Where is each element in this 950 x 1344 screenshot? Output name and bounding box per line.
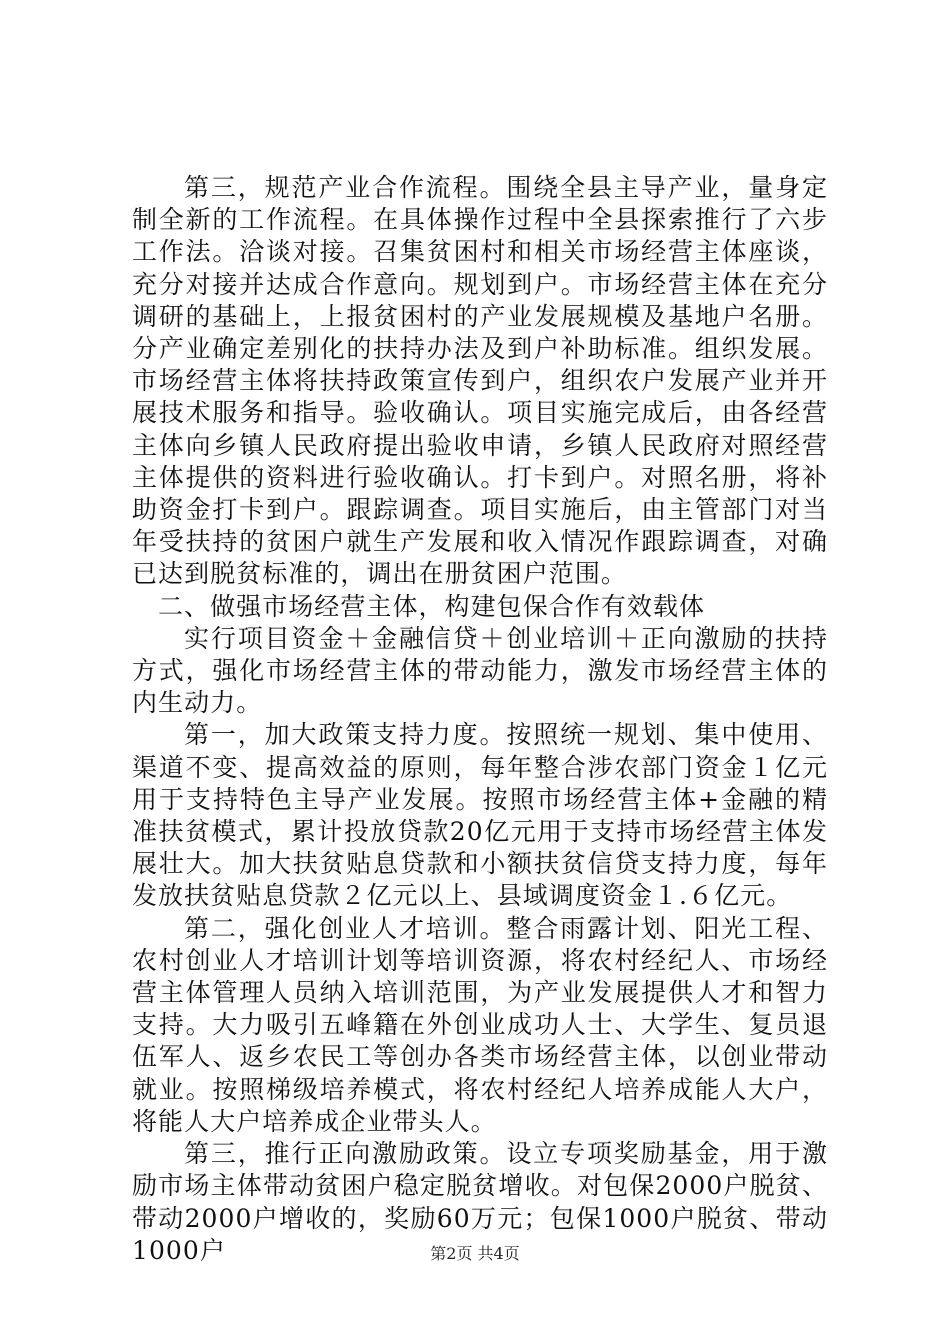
paragraph-standardize-cooperation-process: 第三，规范产业合作流程。围绕全县主导产业，量身定制全新的工作流程。在具体操作过程中全县探索推行了六步工作法。洽谈对接。召集贫困村和相关市场经营主体座谈，充分对接并达成合作意向。规划到户。市场经营主体在充分调研的基础上，上报贫困村的产业发展规模及基地户名册。分产业确定差别化的扶持办法及到户补助标准。组织发展。市场经营主体将扶持政策宣传到户，组织农户发展产业并开展技术服务和指导。验收确认。项目实施完成后，由各经营主体向乡镇人民政府提出验收申请，乡镇人民政府对照经营主体提供的资料进行验收确认。打卡到户。对照名册，将补助资金打卡到户。跟踪调查。项目实施后，由主管部门对当年受扶持的贫困户就生产发展和收入情况作跟踪调查，对确已达到脱贫标准的，调出在册贫困户范围。 xyxy=(132,173,828,589)
paragraph-policy-support: 第一，加大政策支持力度。按照统一规划、集中使用、渠道不变、提高效益的原则，每年整合涉农部门资金１亿元用于支持特色主导产业发展。按照市场经营主体+金融的精准扶贫模式，累计投放贷款20亿元用于支持市场经营主体发展壮大。加大扶贫贴息贷款和小额扶贫信贷支持力度，每年发放扶贫贴息贷款２亿元以上、县域调度资金１.６亿元。 xyxy=(132,720,828,911)
paragraph-support-approach: 实行项目资金＋金融信贷＋创业培训＋正向激励的扶持方式，强化市场经营主体的带动能力，激发市场经营主体的内生动力。 xyxy=(132,623,828,718)
paragraph-positive-incentives: 第三，推行正向激励政策。设立专项奖励基金，用于激励市场主体带动贫困户稳定脱贫增收。对包保2000户脱贫、带动2000户增收的，奖励60万元；包保1000户脱贫、带动1000户 xyxy=(132,1139,828,1265)
paragraph-talent-training: 第二，强化创业人才培训。整合雨露计划、阳光工程、农村创业人才培训计划等培训资源，将农村经纪人、市场经营主体管理人员纳入培训范围，为产业发展提供人才和智力支持。大力吸引五峰籍在外创业成功人士、大学生、复员退伍军人、返乡农民工等创办各类市场经营主体，以创业带动就业。按照梯级培养模式，将农村经纪人培养成能人大户，将能人大户培养成企业带头人。 xyxy=(132,913,828,1136)
document-body xyxy=(132,172,828,1267)
section-heading-market-entities: 二、做强市场经营主体，构建包保合作有效载体 xyxy=(158,591,706,621)
page-footer: 第2页 共4页 xyxy=(430,1244,520,1263)
